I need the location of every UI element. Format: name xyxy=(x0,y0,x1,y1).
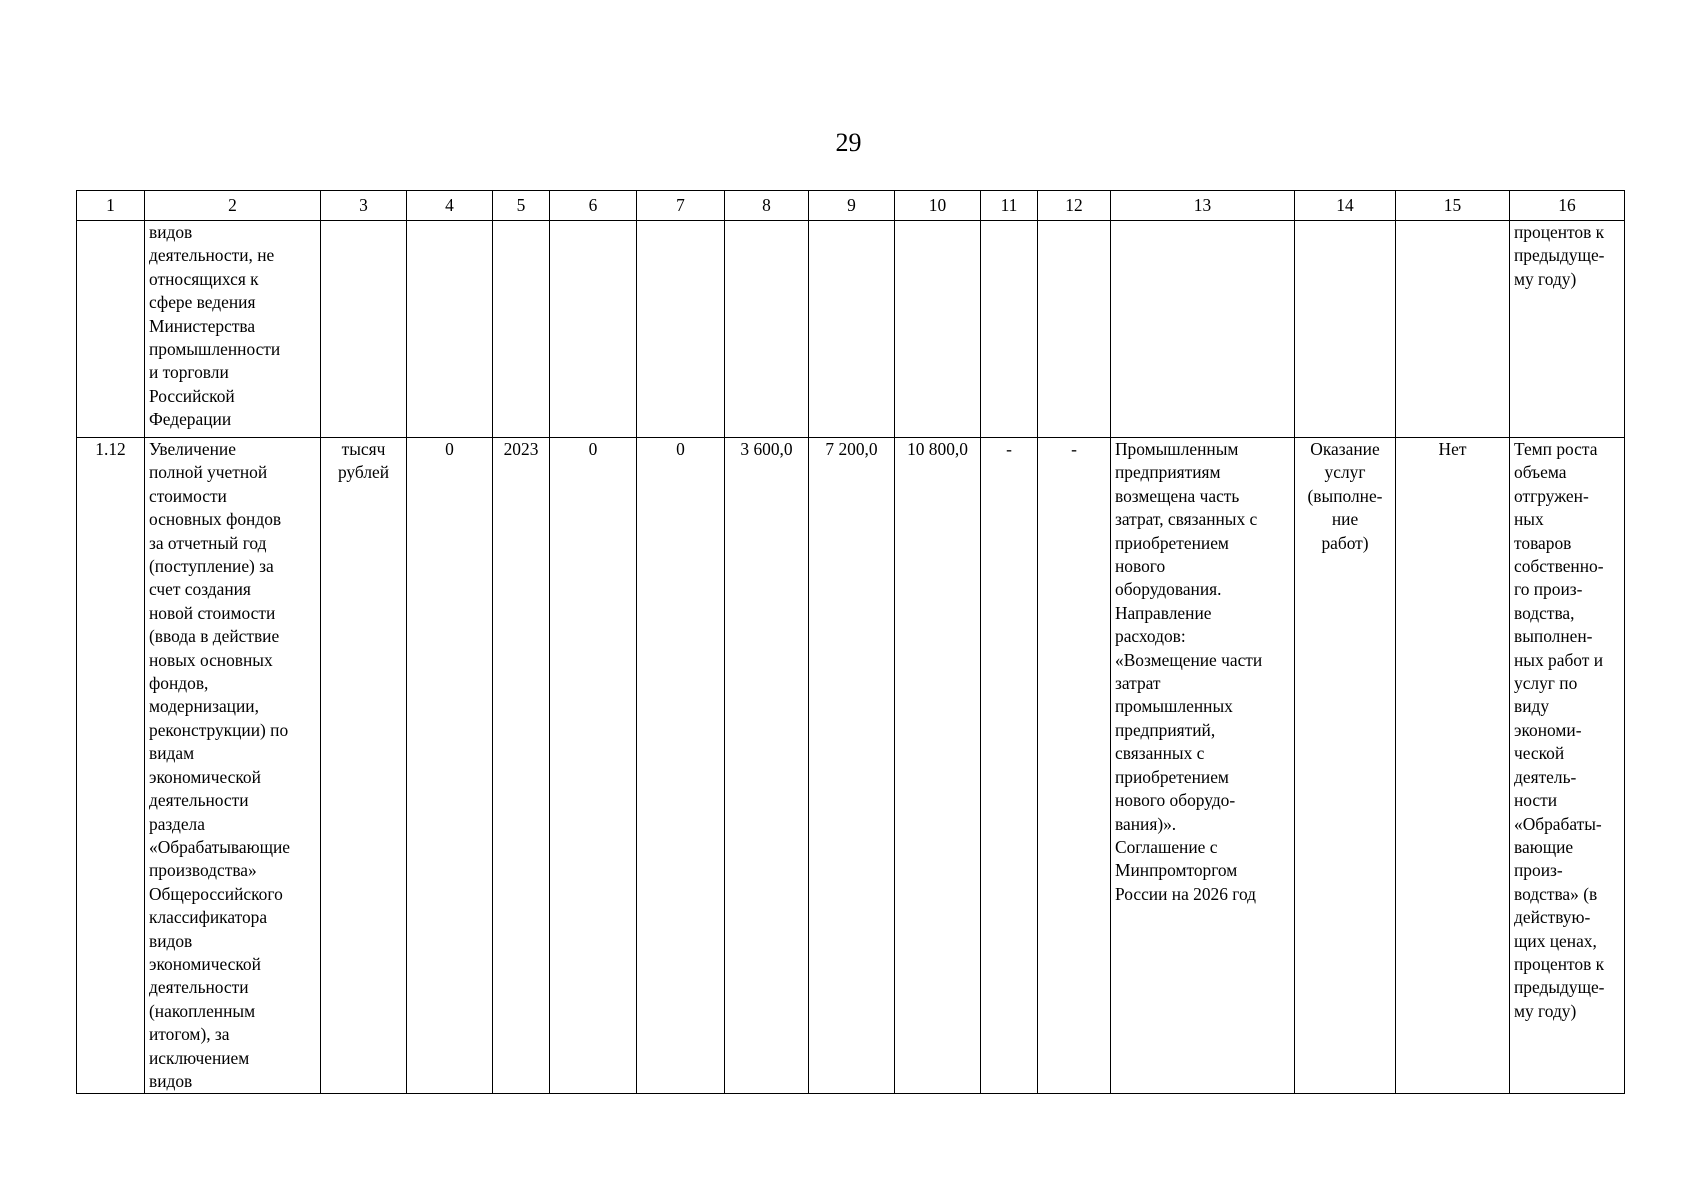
header-cell-16: 16 xyxy=(1510,191,1625,221)
header-cell-12: 12 xyxy=(1038,191,1111,221)
header-cell-15: 15 xyxy=(1396,191,1510,221)
cont-cell-5 xyxy=(493,221,550,438)
header-cell-10: 10 xyxy=(895,191,981,221)
value-col-7: 0 xyxy=(637,438,725,1094)
cont-cell-6 xyxy=(550,221,637,438)
value-col-10: 10 800,0 xyxy=(895,438,981,1094)
cont-cell-10 xyxy=(895,221,981,438)
cont-cell-7 xyxy=(637,221,725,438)
value-col-6: 0 xyxy=(550,438,637,1094)
base-year: 2023 xyxy=(493,438,550,1094)
header-cell-4: 4 xyxy=(407,191,493,221)
header-cell-9: 9 xyxy=(809,191,895,221)
table-row xyxy=(77,438,1625,1094)
row-number: 1.12 xyxy=(77,438,145,1094)
header-cell-2: 2 xyxy=(145,191,321,221)
cont-cell-12 xyxy=(1038,221,1111,438)
header-cell-3: 3 xyxy=(321,191,407,221)
value-col-9: 7 200,0 xyxy=(809,438,895,1094)
page-number: 29 xyxy=(835,128,862,157)
result-type: Оказание услуг (выполне- ние работ) xyxy=(1295,438,1396,1094)
cont-link-text: процентов к предыдуще- му году) xyxy=(1510,221,1625,438)
header-row xyxy=(77,191,1625,221)
indicator-name: Увеличение полной учетной стоимости основных фондов за отчетный год (поступление) за счет создания новой стоимости (ввода в действие новых основных фондов, модернизации, реконструкции) по видам экономической деятельности раздела «Обрабатывающие производства» Общероссийского классификатора видов экономической деятельности (накопленным итогом), за исключением видов xyxy=(145,438,321,1094)
unit-of-measure: тысяч рублей xyxy=(321,438,407,1094)
linked-indicator: Темп роста объема отгружен- ных товаров собственно- го произ- водства, выполнен- ных работ и услуг по виду экономи- ческой деятель- ности «Обрабаты- вающие произ- водства» (в действую- щих ценах, процентов к предыдуще- му году) xyxy=(1510,438,1625,1094)
base-value: 0 xyxy=(407,438,493,1094)
cont-indicator-text: видов деятельности, не относящихся к сфере ведения Министерства промышленности и торговли Российской Федерации xyxy=(145,221,321,438)
header-cell-7: 7 xyxy=(637,191,725,221)
value-col-15: Нет xyxy=(1396,438,1510,1094)
result-description: Промышленным предприятиям возмещена часть затрат, связанных с приобретением нового оборудования. Направление расходов: «Возмещение части затрат промышленных предприятий, связанных с приобретением нового оборудо- вания)». Соглашение с Минпромторгом России на 2026 год xyxy=(1111,438,1295,1094)
cont-cell-11 xyxy=(981,221,1038,438)
cont-cell-14 xyxy=(1295,221,1396,438)
value-col-12: - xyxy=(1038,438,1111,1094)
cont-cell-3 xyxy=(321,221,407,438)
value-col-11: - xyxy=(981,438,1038,1094)
cont-cell-4 xyxy=(407,221,493,438)
cont-cell-1 xyxy=(77,221,145,438)
program-table xyxy=(76,190,1625,1094)
header-cell-5: 5 xyxy=(493,191,550,221)
cont-cell-8 xyxy=(725,221,809,438)
cont-cell-13 xyxy=(1111,221,1295,438)
header-cell-13: 13 xyxy=(1111,191,1295,221)
continued-row xyxy=(77,221,1625,438)
header-cell-11: 11 xyxy=(981,191,1038,221)
header-cell-6: 6 xyxy=(550,191,637,221)
header-cell-1: 1 xyxy=(77,191,145,221)
cont-cell-15 xyxy=(1396,221,1510,438)
value-col-8: 3 600,0 xyxy=(725,438,809,1094)
cont-cell-9 xyxy=(809,221,895,438)
header-cell-14: 14 xyxy=(1295,191,1396,221)
header-cell-8: 8 xyxy=(725,191,809,221)
